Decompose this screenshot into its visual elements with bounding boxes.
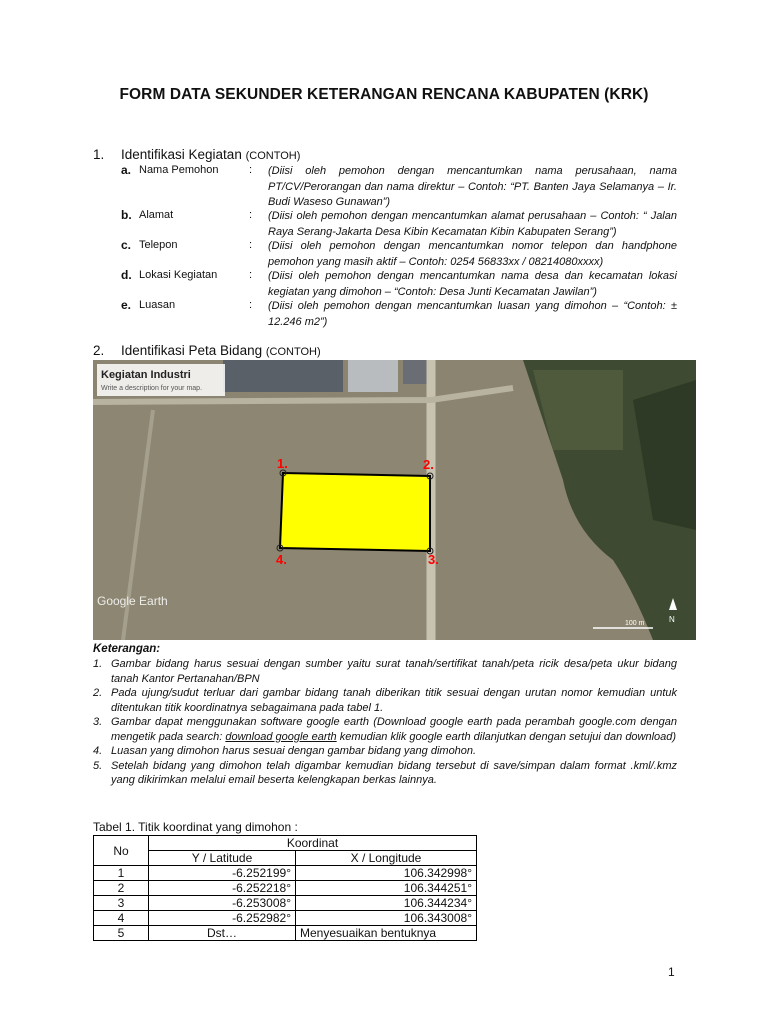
- field-value: (Diisi oleh pemohon dengan mencantumkan nama desa dan kecamatan lokasi kegiatan yang dimohon – “Contoh: Desa Junti Kecamatan Jawilan”): [268, 270, 677, 298]
- field-label: Lokasi Kegiatan: [139, 269, 218, 281]
- field-value: (Diisi oleh pemohon dengan mencantumkan alamat perusahaan – Contoh: “ Jalan Raya Serang-Jakarta Desa Kibin Kecamatan Kibin Kabupaten Serang”): [268, 210, 677, 238]
- field-label: Nama Pemohon: [139, 164, 219, 176]
- header-no: No: [94, 836, 149, 866]
- list-text: Setelah bidang yang dimohon telah digambar kemudian bidang tersebut di save/simpan dalam format .kml/.kmz yang dikirimkan melalui email beserta kelengkapan berkas lainnya.: [111, 759, 677, 786]
- list-number: 5.: [93, 759, 103, 772]
- cell-latitude: -6.252982°: [149, 911, 296, 926]
- list-text: Gambar dapat menggunakan software google earth (Download google earth pada perambah google.com dengan mengetik pada search:: [111, 716, 677, 743]
- field-letter: a.: [121, 163, 132, 177]
- field-label: Telepon: [139, 239, 178, 251]
- map-info-title: Kegiatan Industri: [101, 369, 191, 381]
- field-value: (Diisi oleh pemohon dengan mencantumkan nama perusahaan, nama PT/CV/Perorangan dan nama direktur – Contoh: “PT. Banten Jaya Selamanya – Ir. Budi Waseso Gunawan”): [268, 165, 677, 208]
- field-letter: e.: [121, 298, 132, 312]
- list-item: [93, 744, 677, 759]
- section-1-tag: (CONTOH): [245, 150, 301, 162]
- table-row: [94, 911, 477, 926]
- field-colon: :: [249, 209, 253, 221]
- factory-roof-light: [348, 360, 398, 392]
- field-label: Alamat: [139, 209, 174, 221]
- cell-longitude: 106.343008°: [296, 911, 477, 926]
- list-text: Luasan yang dimohon harus sesuai dengan gambar bidang yang dimohon.: [111, 745, 477, 757]
- field-letter: c.: [121, 238, 132, 252]
- table-subheader-row: [94, 851, 477, 866]
- coordinate-table: [93, 835, 477, 941]
- section-2-heading: [93, 343, 321, 358]
- list-text: kemudian klik google earth dilanjutkan dengan setujui dan download): [336, 730, 677, 743]
- table-caption: Tabel 1. Titik koordinat yang dimohon :: [93, 820, 298, 834]
- field-colon: :: [249, 269, 253, 281]
- cell-no: 5: [94, 926, 149, 941]
- map-info-subtitle: Write a description for your map.: [101, 385, 203, 392]
- cell-no: 2: [94, 881, 149, 896]
- list-text: Gambar bidang harus sesuai dengan sumber yaitu surat tanah/sertifikat tanah/peta ricik desa/peta ukur bidang tanah Kantor Pertanahan/BPN: [111, 658, 677, 685]
- scale-label: 100 m: [625, 620, 645, 627]
- list-text: Pada ujung/sudut terluar dari gambar bidang tanah diberikan titik sesuai dengan urutan nomor kemudian untuk ditentukan titik koordinatnya sebagaimana pada tabel 1.: [111, 687, 677, 714]
- section-1-number: 1.: [93, 147, 105, 162]
- header-longitude: X / Longitude: [296, 851, 477, 866]
- factory-roof: [223, 360, 343, 392]
- header-latitude: Y / Latitude: [149, 851, 296, 866]
- list-item: [93, 686, 677, 715]
- list-item: [93, 715, 677, 744]
- list-item: [93, 657, 677, 686]
- cell-longitude: 106.344251°: [296, 881, 477, 896]
- cell-no: 3: [94, 896, 149, 911]
- section-2-number: 2.: [93, 343, 105, 358]
- cell-no: 4: [94, 911, 149, 926]
- download-google-earth-link[interactable]: download google earth: [225, 730, 337, 743]
- point-label-4: 4.: [276, 552, 287, 567]
- list-number: 2.: [93, 687, 103, 699]
- section-1-heading: [93, 147, 300, 162]
- map-graphic: [93, 360, 696, 640]
- section-1-title: Identifikasi Kegiatan: [121, 147, 242, 162]
- cell-latitude: -6.252199°: [149, 866, 296, 881]
- cell-no: 1: [94, 866, 149, 881]
- land-parcel-polygon: [280, 473, 430, 551]
- satellite-map: [93, 360, 696, 640]
- section-2-title: Identifikasi Peta Bidang: [121, 343, 263, 358]
- field-colon: :: [249, 299, 253, 311]
- cell-longitude: Menyesuaikan bentuknya: [296, 926, 477, 941]
- table-row: [94, 881, 477, 896]
- north-label: N: [669, 615, 675, 624]
- list-number: 1.: [93, 658, 103, 670]
- table-row: [94, 866, 477, 881]
- list-item: [93, 759, 677, 788]
- cell-longitude: 106.342998°: [296, 866, 477, 881]
- field-colon: :: [249, 239, 253, 251]
- field-value: (Diisi oleh pemohon dengan mencantumkan nomor telepon dan handphone pemohon yang masih aktif – Contoh: 0254 56833xx / 08214080xxxx): [268, 240, 677, 268]
- section-2-tag: (CONTOH): [265, 346, 321, 358]
- point-label-1: 1.: [277, 456, 288, 471]
- cell-latitude: -6.252218°: [149, 881, 296, 896]
- cell-longitude: 106.344234°: [296, 896, 477, 911]
- google-earth-watermark: Google Earth: [97, 594, 168, 608]
- field-label: Luasan: [139, 299, 176, 311]
- field-letter: d.: [121, 268, 132, 282]
- cell-latitude: Dst…: [149, 926, 296, 941]
- list-number: 3.: [93, 716, 103, 728]
- point-label-3: 3.: [428, 552, 439, 567]
- table-header-row: [94, 836, 477, 851]
- page-number: 1: [668, 965, 675, 979]
- document-title: FORM DATA SEKUNDER KETERANGAN RENCANA KABUPATEN (KRK): [119, 86, 649, 103]
- table-row: [94, 926, 477, 941]
- field-letter: b.: [121, 208, 132, 222]
- field-colon: :: [249, 164, 253, 176]
- list-number: 4.: [93, 745, 103, 757]
- cell-latitude: -6.253008°: [149, 896, 296, 911]
- table-row: [94, 896, 477, 911]
- header-koordinat: Koordinat: [149, 836, 477, 851]
- keterangan-list: [93, 657, 677, 788]
- field-value: (Diisi oleh pemohon dengan mencantumkan luasan yang dimohon – “Contoh: ± 12.246 m2”): [268, 300, 677, 328]
- point-label-2: 2.: [423, 457, 434, 472]
- keterangan-heading: Keterangan:: [93, 643, 161, 655]
